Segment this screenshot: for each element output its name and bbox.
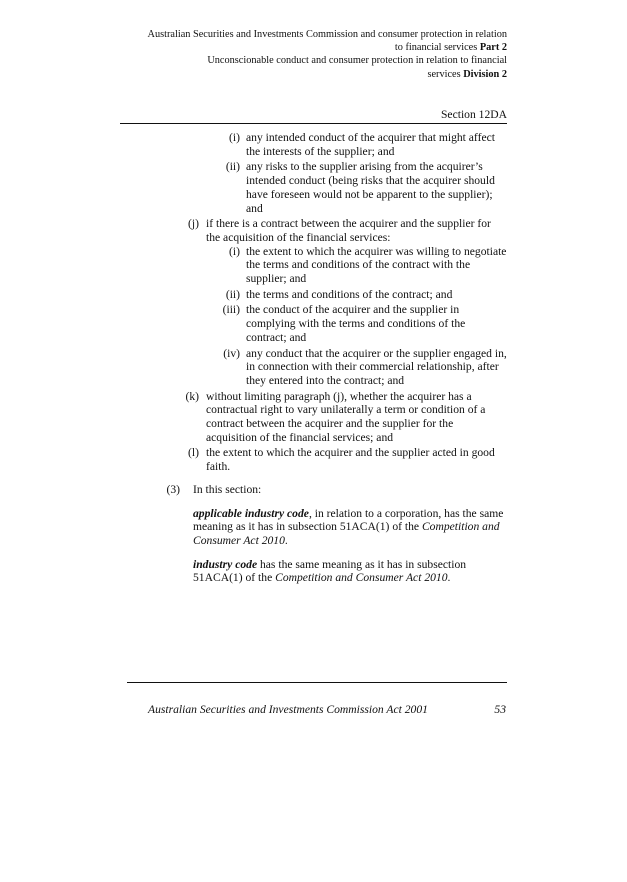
definition-term: applicable industry code xyxy=(193,506,309,520)
subparagraph-text: the terms and conditions of the contract; and xyxy=(246,287,453,301)
header-part-text: to financial services xyxy=(394,42,478,54)
running-header xyxy=(140,28,507,81)
header-division-label: Division 2 xyxy=(463,68,507,80)
definition-text: has the same meaning as it has in subsection 51ACA(1) of the xyxy=(193,557,467,585)
paragraph-k xyxy=(0,390,627,445)
header-rule xyxy=(120,123,507,124)
header-line-3: Unconscionable conduct and consumer protection in relation to financial xyxy=(207,55,507,67)
definition-text: , in relation to a corporation, has the same meaning as it has in subsection 51ACA(1) of the xyxy=(193,506,504,534)
definition-end: . xyxy=(284,533,288,547)
subsection-text: In this section: xyxy=(193,482,262,496)
page-number: 53 xyxy=(494,703,506,716)
header-part-label: Part 2 xyxy=(479,42,507,54)
paragraph-text: without limiting paragraph (j), whether the acquirer has a contractual right to vary unilaterally a term or condition of a contract between the acquirer and the supplier for the acquisition of the financial services; and xyxy=(206,389,486,444)
subparagraph-text: any intended conduct of the acquirer that might affect the interests of the supplier; and xyxy=(246,131,495,158)
subparagraph-label: (i) xyxy=(229,131,240,144)
page-body xyxy=(0,131,627,585)
subparagraph-j-iv xyxy=(0,347,627,388)
definition-applicable-industry-code xyxy=(193,507,511,548)
subparagraph-text: the conduct of the acquirer and the supplier in complying with the terms and conditions of the contract; and xyxy=(246,303,466,344)
subparagraph-text: any risks to the supplier arising from the acquirer’s intended conduct (being risks that the acquirer should have foreseen would not be apparent to the supplier); and xyxy=(246,160,495,215)
subparagraph-label: (ii) xyxy=(225,160,240,174)
subsection-3 xyxy=(0,483,627,497)
definition-act-title: Competition and Consumer Act 2010 xyxy=(193,520,500,547)
header-line-2 xyxy=(140,41,507,54)
paragraph-text: the extent to which the acquirer and the supplier acted in good faith. xyxy=(206,446,495,474)
paragraph-label: (k) xyxy=(185,389,199,403)
subparagraph-j-iii xyxy=(0,303,627,344)
subparagraph-j-ii xyxy=(0,288,627,302)
definition-end: . xyxy=(447,571,451,585)
subparagraph-label: (iii) xyxy=(222,303,240,317)
paragraph-label: (j) xyxy=(188,217,199,231)
paragraph-label: (l) xyxy=(188,446,199,460)
definition-term: industry code xyxy=(193,557,258,571)
subparagraph-j-i xyxy=(0,245,627,286)
header-line-4 xyxy=(140,68,507,81)
subsection-label: (3) xyxy=(166,482,180,496)
subparagraph-label: (ii) xyxy=(225,287,240,301)
subparagraph-text: any conduct that the acquirer or the supplier engaged in, in connection with their commercial relationship, after they entered into the contract; and xyxy=(246,346,507,387)
header-division-text: services xyxy=(427,68,461,80)
subparagraph-label: (iv) xyxy=(223,346,240,360)
subparagraph-ii-top xyxy=(0,160,627,215)
paragraph-text: if there is a contract between the acquirer and the supplier for the acquisition of the financial services: xyxy=(206,217,491,244)
subparagraph-text: the extent to which the acquirer was willing to negotiate the terms and conditions of the contract with the supplier; and xyxy=(246,244,507,286)
subparagraph-i-top xyxy=(0,131,627,158)
paragraph-l xyxy=(0,446,627,473)
definition-industry-code xyxy=(193,558,511,585)
footer-act-title: Australian Securities and Investments Commission Act 2001 xyxy=(148,703,428,716)
footer-rule xyxy=(127,682,507,683)
definition-act-title: Competition and Consumer Act 2010 xyxy=(275,571,448,585)
section-label: Section 12DA xyxy=(440,108,507,121)
header-line-1: Australian Securities and Investments Commission and consumer protection in relation xyxy=(147,29,507,40)
paragraph-j xyxy=(0,217,627,244)
subparagraph-label: (i) xyxy=(229,244,240,258)
